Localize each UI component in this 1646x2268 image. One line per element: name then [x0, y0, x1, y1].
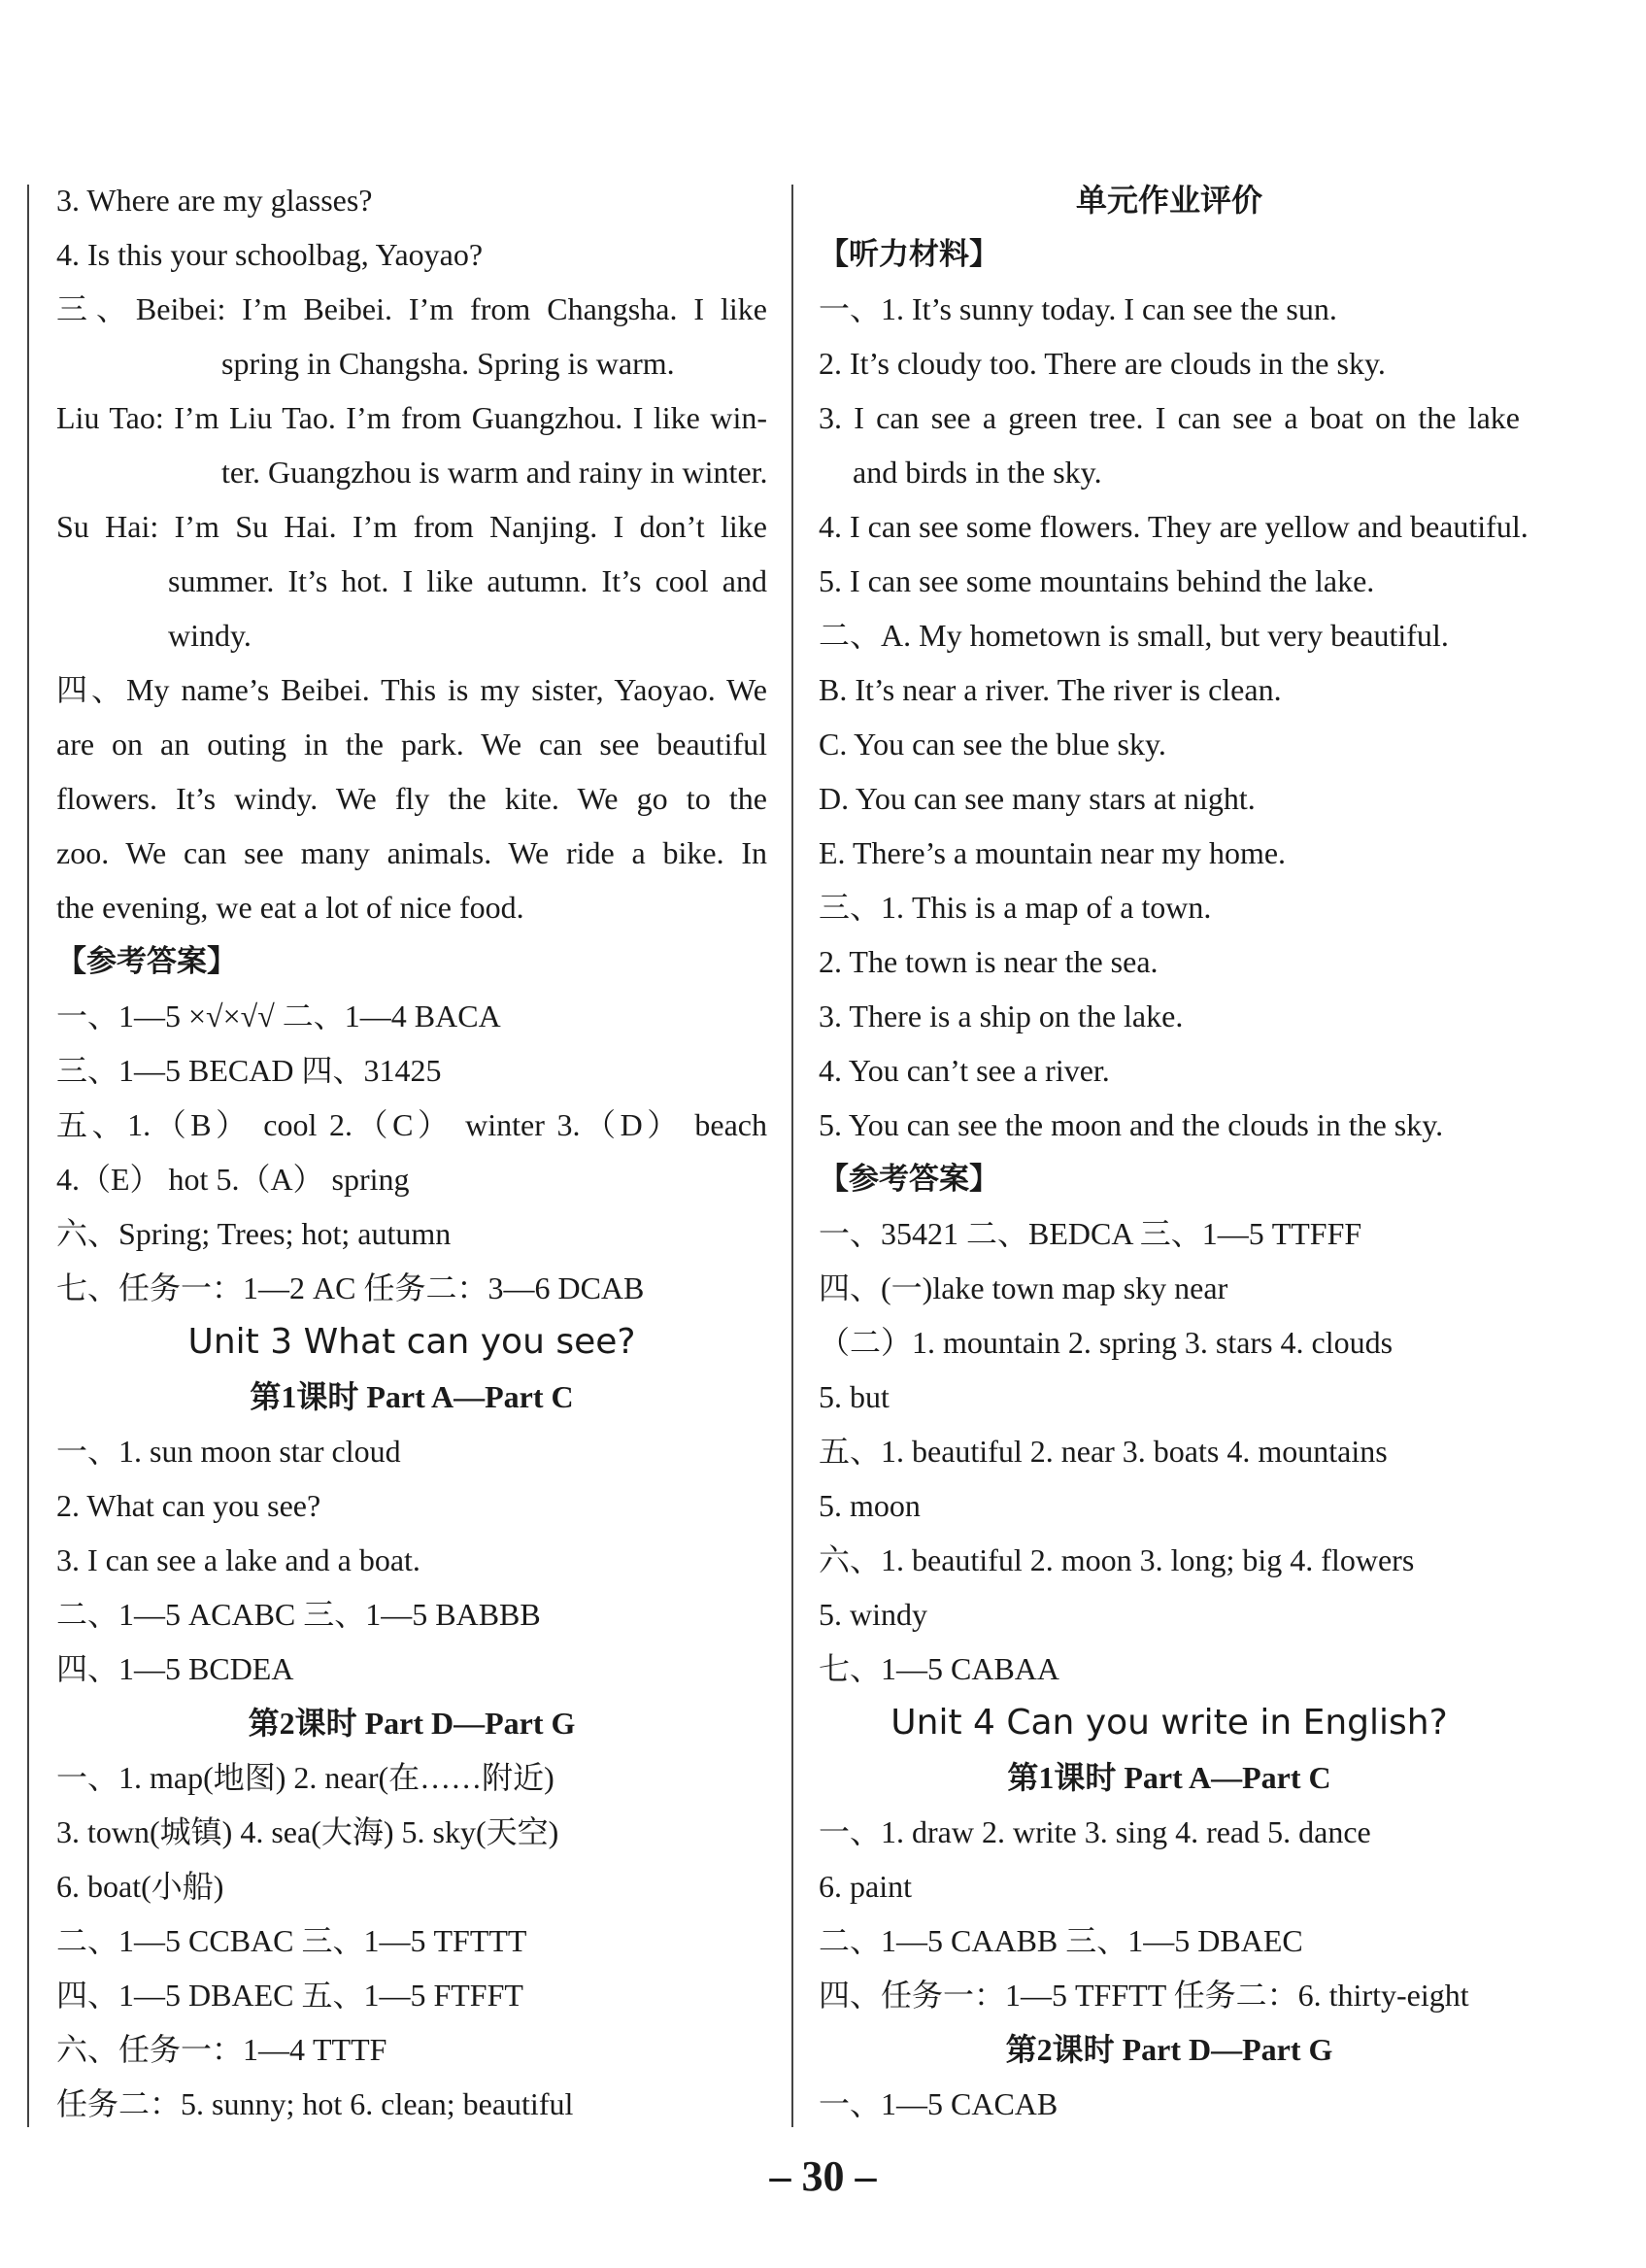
- text-line: （二）1. mountain 2. spring 3. stars 4. clouds: [819, 1325, 1394, 1360]
- unit-title: Unit 4 Can you write in English?: [890, 1703, 1448, 1743]
- text-line: 二、1—5 CAABB 三、1—5 DBAEC: [819, 1923, 1303, 1958]
- text-line: 5. moon: [819, 1488, 921, 1523]
- text-line: 一、1—5 CACAB: [819, 2086, 1058, 2121]
- text-line: 五、1. beautiful 2. near 3. boats 4. mountains: [819, 1434, 1388, 1469]
- text-line: 一、1. It’s sunny today. I can see the sun.: [819, 291, 1337, 326]
- text-line: 5. You can see the moon and the clouds in the sky.: [819, 1107, 1444, 1142]
- text-line: 2. What can you see?: [56, 1488, 321, 1523]
- text-line: 4. You can’t see a river.: [819, 1053, 1110, 1088]
- text-line: 二、1—5 ACABC 三、1—5 BABBB: [56, 1597, 541, 1632]
- text-line: 一、1. map(地图) 2. near(在……附近): [56, 1760, 554, 1795]
- text-line: 二、1—5 CCBAC 三、1—5 TFTTT: [56, 1923, 527, 1958]
- text-line: C. You can see the blue sky.: [819, 727, 1166, 762]
- text-line: 三、1—5 BECAD 四、31425: [56, 1053, 442, 1088]
- text-line: 4. I can see some flowers. They are yellow and beautiful.: [819, 509, 1528, 544]
- text-line: 二、A. My hometown is small, but very beautiful.: [819, 618, 1449, 653]
- text-line: 七、1—5 CABAA: [819, 1651, 1060, 1686]
- text-line: 4. Is this your schoolbag, Yaoyao?: [56, 237, 484, 272]
- section-label: 【参考答案】: [819, 1162, 999, 1197]
- section-label: 【听力材料】: [819, 237, 999, 272]
- text-line: 一、35421 二、BEDCA 三、1—5 TTFFF: [819, 1216, 1362, 1251]
- text-line: 七、任务一：1—2 AC 任务二：3—6 DCAB: [56, 1270, 645, 1305]
- lesson-title: 第2课时 Part D—Part G: [1005, 2032, 1333, 2067]
- text-line: 四、任务一：1—5 TFFTT 任务二：6. thirty-eight: [819, 1978, 1469, 2013]
- text-line: 四、1—5 DBAEC 五、1—5 FTFFT: [56, 1978, 523, 2013]
- text-line: 3. I can see a lake and a boat.: [56, 1542, 420, 1577]
- text-line: are on an outing in the park. We can see beautiful: [56, 727, 767, 762]
- text-line: 五、1.（B） cool 2.（C） winter 3.（D） beach: [56, 1107, 767, 1142]
- text-line: 任务二：5. sunny; hot 6. clean; beautiful: [56, 2086, 574, 2121]
- text-line: spring in Changsha. Spring is warm.: [221, 346, 675, 381]
- section-heading: 单元作业评价: [1075, 182, 1262, 219]
- text-line: 5. I can see some mountains behind the lake.: [819, 563, 1375, 598]
- text-line: 5. but: [819, 1379, 890, 1414]
- unit-title: Unit 3 What can you see?: [187, 1322, 636, 1362]
- text-line: 3. Where are my glasses?: [56, 183, 373, 218]
- text-line: D. You can see many stars at night.: [819, 781, 1256, 816]
- text-line: zoo. We can see many animals. We ride a bike. In: [56, 835, 767, 870]
- text-line: 2. The town is near the sea.: [819, 944, 1159, 979]
- text-line: 六、1. beautiful 2. moon 3. long; big 4. flowers: [819, 1542, 1415, 1577]
- text-line: 6. paint: [819, 1869, 912, 1904]
- text-line: 四、My name’s Beibei. This is my sister, Yaoyao. We: [56, 672, 767, 707]
- text-line: the evening, we eat a lot of nice food.: [56, 890, 524, 925]
- text-line: flowers. It’s windy. We fly the kite. We go to the: [56, 781, 767, 816]
- lesson-title: 第1课时 Part A—Part C: [250, 1379, 574, 1414]
- text-line: ter. Guangzhou is warm and rainy in winter.: [221, 455, 768, 490]
- text-line: 四、1—5 BCDEA: [56, 1651, 294, 1686]
- text-line: 六、任务一：1—4 TTTF: [56, 2032, 387, 2067]
- section-label: 【参考答案】: [56, 944, 237, 979]
- text-line: 四、(一)lake town map sky near: [819, 1270, 1228, 1305]
- text-line: 六、Spring; Trees; hot; autumn: [56, 1216, 452, 1251]
- text-line: Liu Tao: I’m Liu Tao. I’m from Guangzhou. I like win-: [56, 400, 767, 435]
- lesson-title: 第1课时 Part A—Part C: [1007, 1760, 1331, 1795]
- text-line: 2. It’s cloudy too. There are clouds in the sky.: [819, 346, 1386, 381]
- text-line: B. It’s near a river. The river is clean.: [819, 672, 1282, 707]
- lesson-title: 第2课时 Part D—Part G: [248, 1706, 576, 1741]
- text-line: 3. town(城镇) 4. sea(大海) 5. sky(天空): [56, 1814, 559, 1849]
- page-number: – 30 –: [769, 2152, 877, 2200]
- text-line: 4.（E） hot 5.（A） spring: [56, 1162, 410, 1197]
- text-line: 三、Beibei: I’m Beibei. I’m from Changsha. I like: [56, 291, 767, 326]
- text-line: 5. windy: [819, 1597, 927, 1632]
- text-line: 三、1. This is a map of a town.: [819, 890, 1212, 925]
- text-line: summer. It’s hot. I like autumn. It’s cool and: [168, 563, 767, 598]
- text-line: 3. There is a ship on the lake.: [819, 999, 1184, 1033]
- text-line: 一、1. sun moon star cloud: [56, 1434, 401, 1469]
- text-line: Su Hai: I’m Su Hai. I’m from Nanjing. I don’t like: [56, 509, 767, 544]
- right-column: [819, 173, 1528, 2131]
- left-column: [56, 173, 767, 2131]
- left-margin-rule: [27, 185, 29, 2127]
- column-divider: [791, 185, 793, 2127]
- text-line: and birds in the sky.: [853, 455, 1102, 490]
- text-line: 3. I can see a green tree. I can see a boat on the lake: [819, 400, 1520, 435]
- text-line: 6. boat(小船): [56, 1869, 224, 1904]
- text-line: 一、1. draw 2. write 3. sing 4. read 5. dance: [819, 1814, 1371, 1849]
- text-line: windy.: [168, 618, 252, 653]
- text-line: E. There’s a mountain near my home.: [819, 835, 1287, 870]
- text-line: 一、1—5 ×√×√√ 二、1—4 BACA: [56, 999, 501, 1033]
